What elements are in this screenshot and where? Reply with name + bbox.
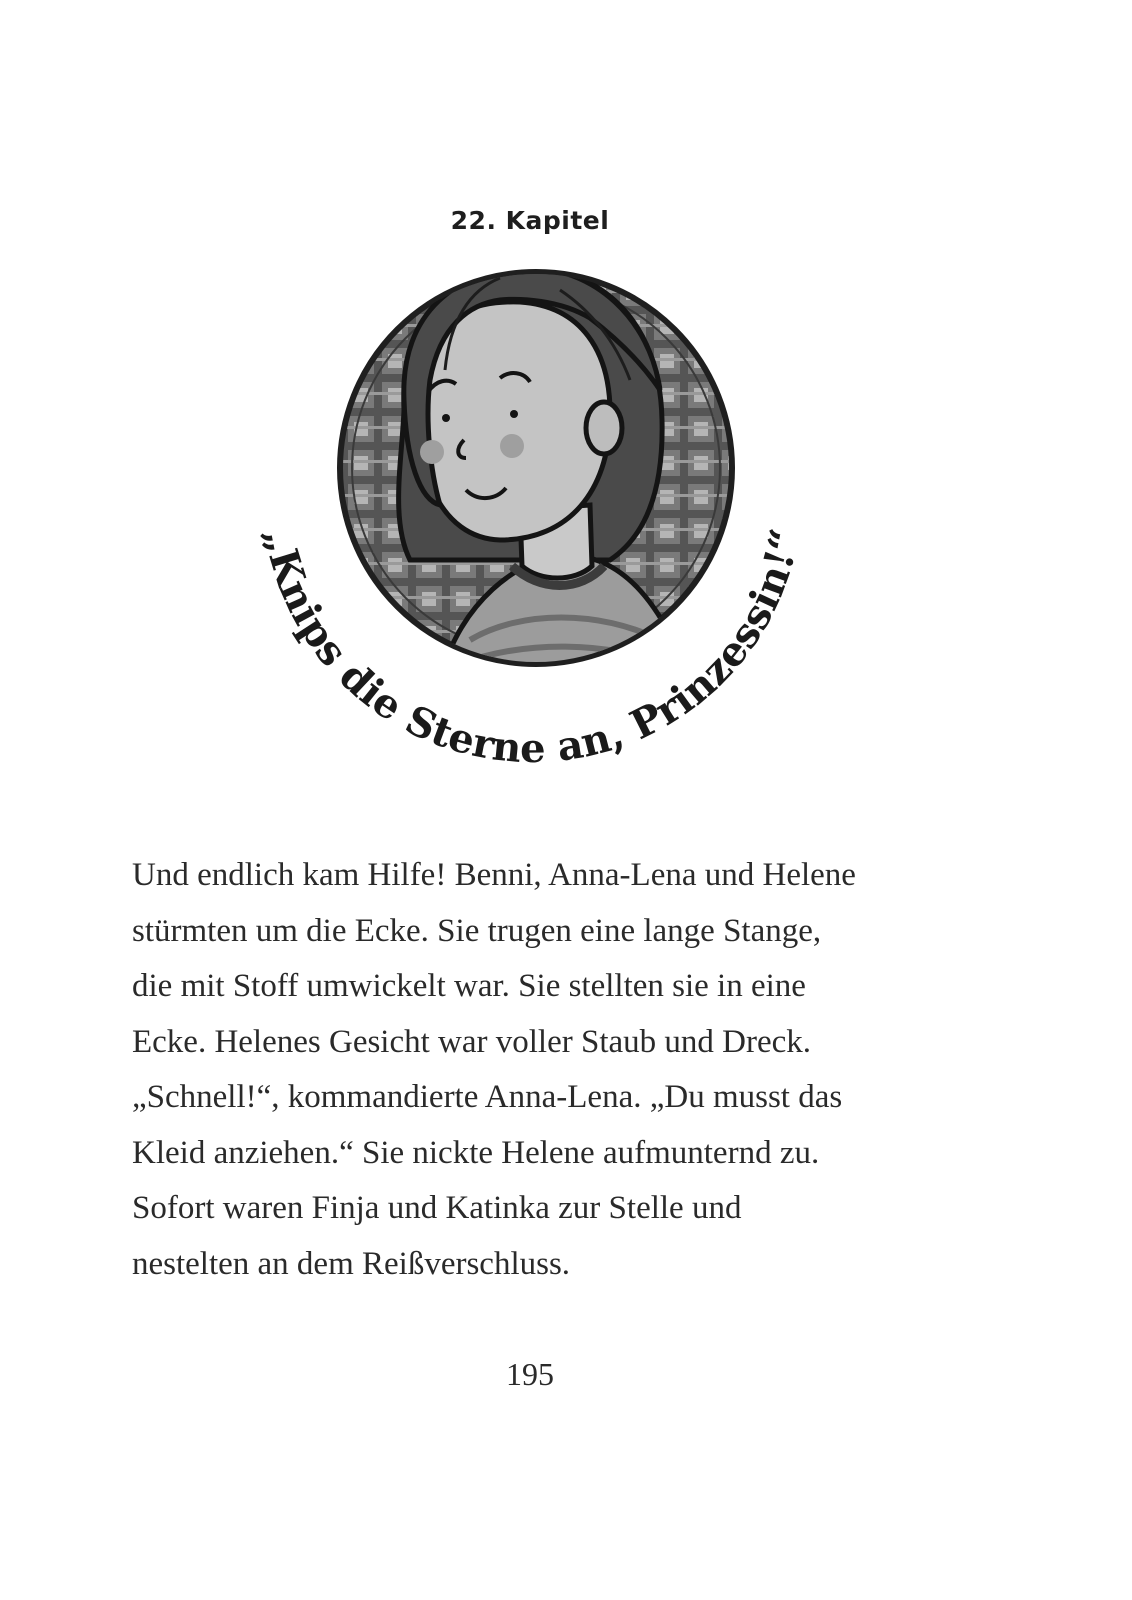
body-line: „Schnell!“, kommandierte Anna-Lena. „Du musst das [132, 1079, 843, 1115]
body-line: Ecke. Helenes Gesicht war voller Staub und Dreck. [132, 1023, 812, 1060]
chapter-label: 22. Kapitel [450, 206, 610, 235]
body-line: Und endlich kam Hilfe! Benni, Anna-Lena und Helene [132, 857, 856, 893]
page-number: 195 [506, 1356, 554, 1392]
body-line: Sofort waren Finja und Katinka zur Stelle und [132, 1190, 742, 1226]
body-line: Kleid anziehen.“ Sie nickte Helene aufmunternd zu. [132, 1134, 820, 1171]
body-line: nestelten an dem Reißverschluss. [132, 1245, 571, 1282]
body-line: die mit Stoff umwickelt war. Sie stellten sie in eine [132, 968, 806, 1004]
body-line: stürmten um die Ecke. Sie trugen eine lange Stange, [132, 912, 822, 949]
chapter-title: „Knips die Sterne an, Prinzessin!“ [254, 524, 810, 773]
body-text [132, 848, 992, 1292]
